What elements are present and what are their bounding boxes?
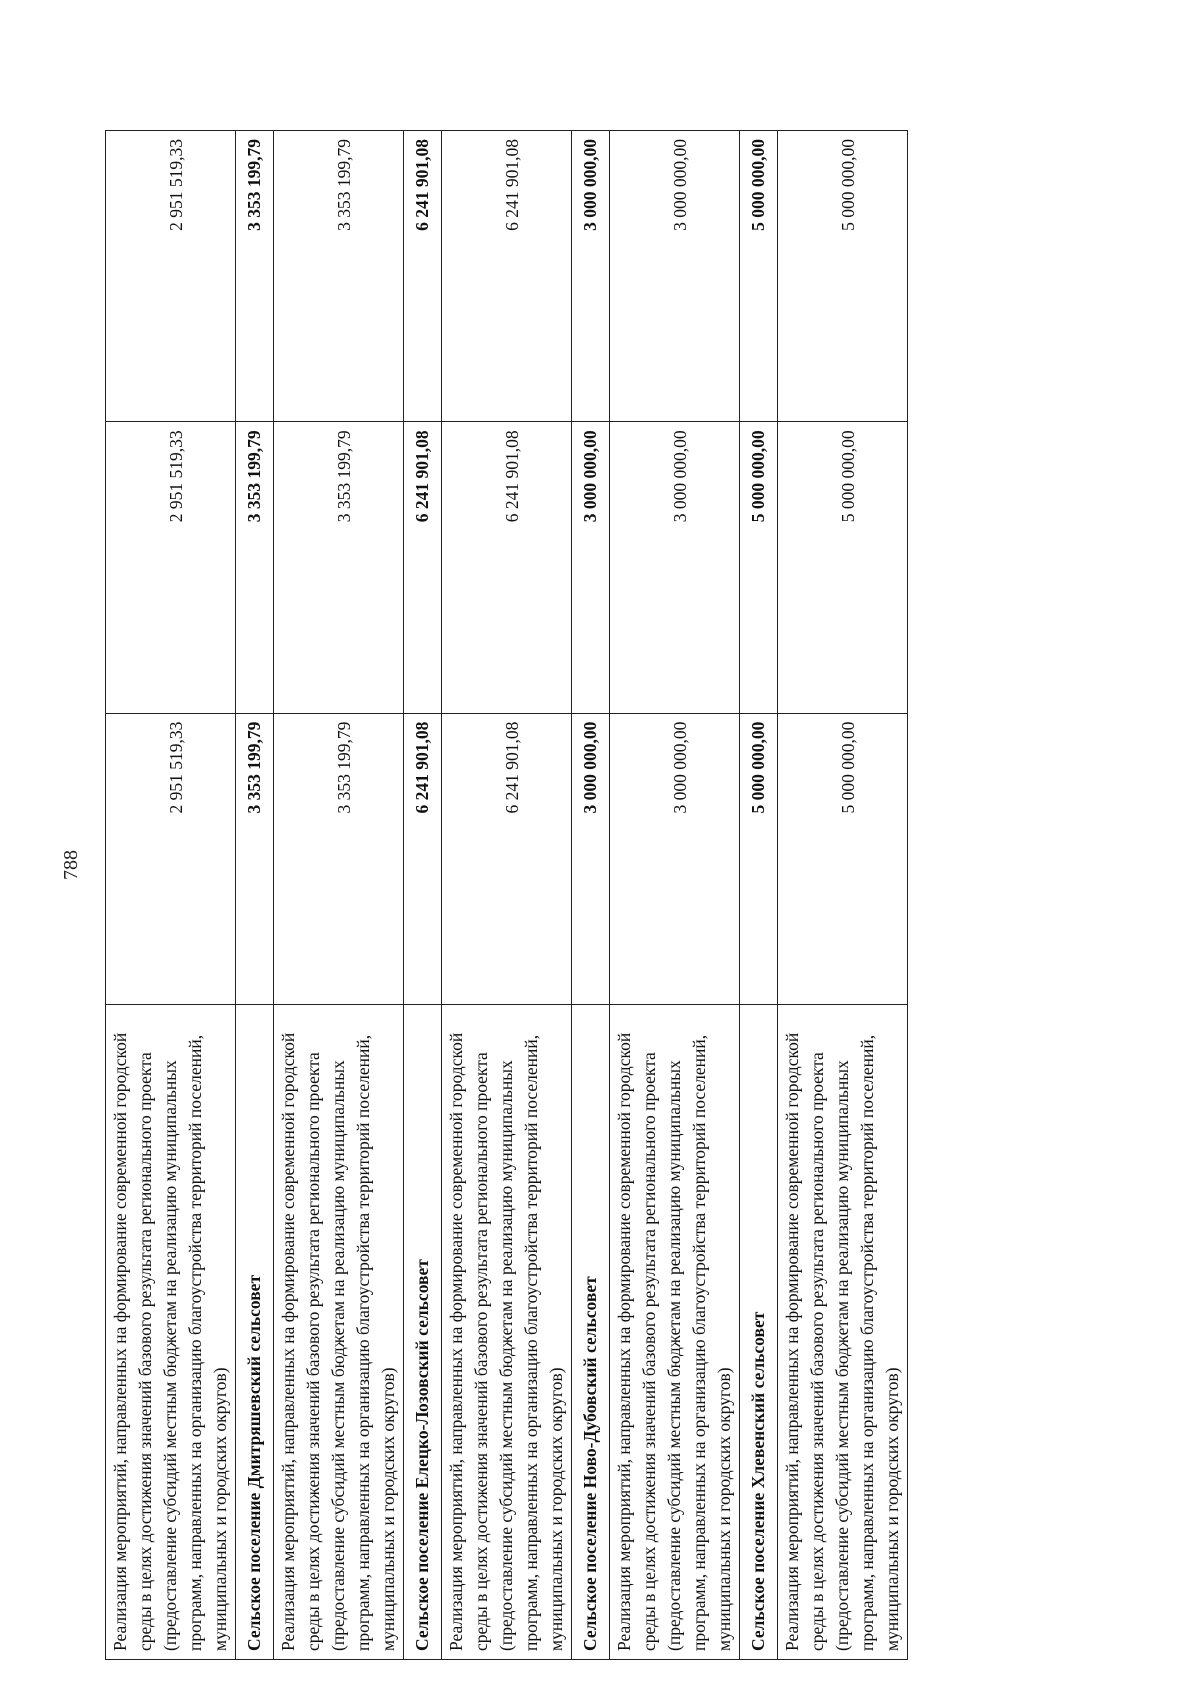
row-value-1: 2 951 519,33	[106, 713, 236, 1004]
row-value-3: 6 241 901,08	[442, 131, 572, 422]
row-value-2: 6 241 901,08	[442, 422, 572, 713]
row-value-1: 6 241 901,08	[404, 713, 442, 1004]
row-value-1: 6 241 901,08	[442, 713, 572, 1004]
rotated-page	[40, 90, 1110, 1690]
row-description: Реализация мероприятий, направленных на формирование современной городской среды в целях достижения значений базового результата регионального проекта (предоставление субсидий местным бюджетам на реализацию муниципальных программ, направленных на организацию благоустройства территорий поселений, муниципальных и городских округов)	[778, 1005, 908, 1660]
row-description: Реализация мероприятий, направленных на формирование современной городской среды в целях достижения значений базового результата регионального проекта (предоставление субсидий местным бюджетам на реализацию муниципальных программ, направленных на организацию благоустройства территорий поселений, муниципальных и городских округов)	[442, 1005, 572, 1660]
row-value-3: 3 353 199,79	[236, 131, 274, 422]
row-value-1: 3 000 000,00	[610, 713, 740, 1004]
table-row	[236, 131, 274, 1660]
table-row	[610, 131, 740, 1660]
row-description: Реализация мероприятий, направленных на формирование современной городской среды в целях достижения значений базового результата регионального проекта (предоставление субсидий местным бюджетам на реализацию муниципальных программ, направленных на организацию благоустройства территорий поселений, муниципальных и городских округов)	[274, 1005, 404, 1660]
row-value-3: 3 000 000,00	[572, 131, 610, 422]
row-value-1: 3 353 199,79	[274, 713, 404, 1004]
row-value-3: 3 353 199,79	[274, 131, 404, 422]
budget-table-body	[106, 131, 908, 1660]
row-value-2: 5 000 000,00	[740, 422, 778, 713]
row-description: Сельское поселение Дмитряшевский сельсовет	[236, 1005, 274, 1660]
row-description: Реализация мероприятий, направленных на формирование современной городской среды в целях достижения значений базового результата регионального проекта (предоставление субсидий местным бюджетам на реализацию муниципальных программ, направленных на организацию благоустройства территорий поселений, муниципальных и городских округов)	[106, 1005, 236, 1660]
table-row	[740, 131, 778, 1660]
table-row	[404, 131, 442, 1660]
row-value-2: 3 353 199,79	[274, 422, 404, 713]
row-value-3: 3 000 000,00	[610, 131, 740, 422]
table-row	[442, 131, 572, 1660]
row-value-2: 3 353 199,79	[236, 422, 274, 713]
row-value-1: 3 000 000,00	[572, 713, 610, 1004]
row-value-2: 3 000 000,00	[572, 422, 610, 713]
row-value-1: 5 000 000,00	[778, 713, 908, 1004]
table-row	[106, 131, 236, 1660]
table-row	[572, 131, 610, 1660]
row-value-1: 3 353 199,79	[236, 713, 274, 1004]
row-value-3: 5 000 000,00	[778, 131, 908, 422]
row-value-2: 2 951 519,33	[106, 422, 236, 713]
row-description: Реализация мероприятий, направленных на формирование современной городской среды в целях достижения значений базового результата регионального проекта (предоставление субсидий местным бюджетам на реализацию муниципальных программ, направленных на организацию благоустройства территорий поселений, муниципальных и городских округов)	[610, 1005, 740, 1660]
row-description: Сельское поселение Елецко-Лозовский сельсовет	[404, 1005, 442, 1660]
table-row	[274, 131, 404, 1660]
row-description: Сельское поселение Ново-Дубовский сельсовет	[572, 1005, 610, 1660]
budget-table	[105, 130, 908, 1660]
row-value-1: 5 000 000,00	[740, 713, 778, 1004]
row-value-2: 3 000 000,00	[610, 422, 740, 713]
row-value-3: 2 951 519,33	[106, 131, 236, 422]
row-value-2: 6 241 901,08	[404, 422, 442, 713]
row-value-3: 6 241 901,08	[404, 131, 442, 422]
row-value-2: 5 000 000,00	[778, 422, 908, 713]
row-description: Сельское поселение Хлевенский сельсовет	[740, 1005, 778, 1660]
row-value-3: 5 000 000,00	[740, 131, 778, 422]
table-row	[778, 131, 908, 1660]
page-number: 788	[60, 850, 82, 880]
